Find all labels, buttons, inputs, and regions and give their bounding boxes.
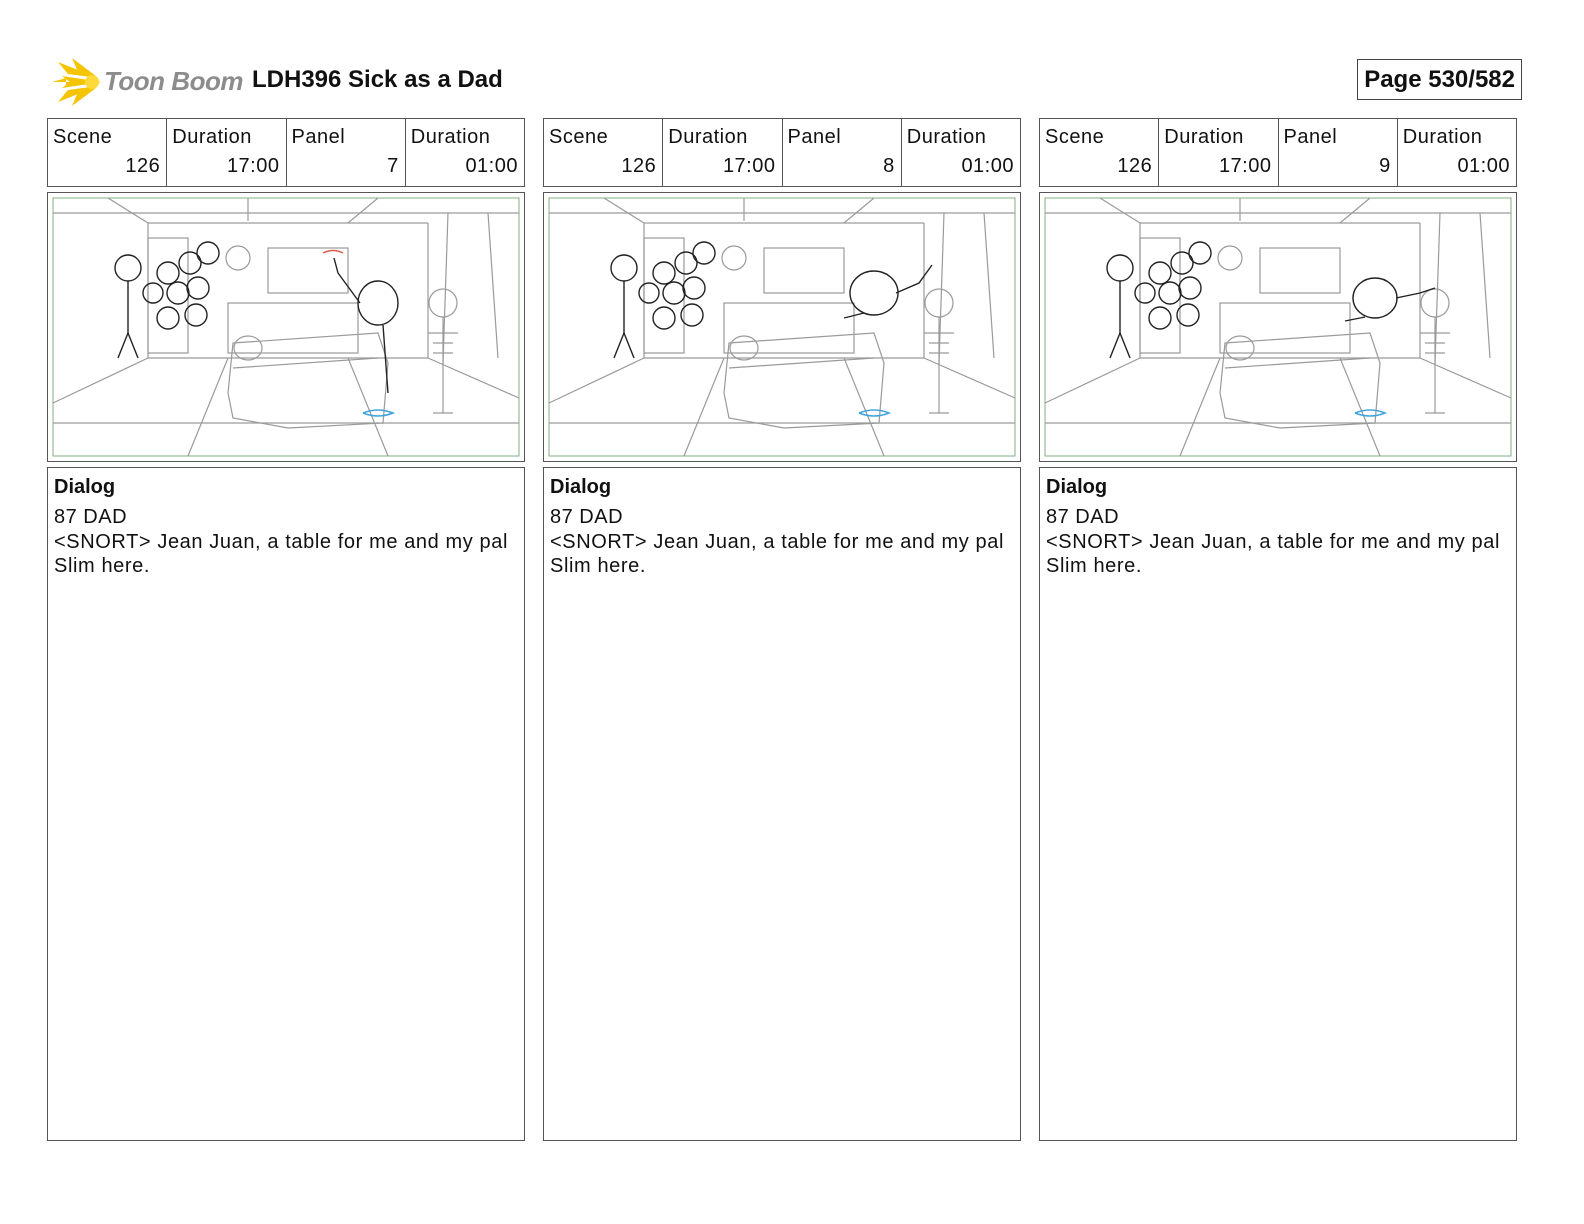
scene-label: Scene (1045, 126, 1105, 148)
logo-text: Toon Boom (104, 66, 243, 96)
scene-value: 126 (621, 155, 657, 177)
room-sketch (48, 193, 524, 461)
toon-boom-logo (52, 56, 242, 108)
panel-cell (783, 119, 902, 186)
dialog-box (543, 467, 1021, 1141)
dialog-line: <SNORT> Jean Juan, a table for me and my pal Slim here. (54, 531, 509, 577)
scene-duration-value: 17:00 (722, 155, 776, 177)
panel-duration-cell (406, 119, 524, 186)
panel-label: Panel (787, 126, 842, 148)
scene-duration-cell (167, 119, 286, 186)
scene-cell (1040, 119, 1159, 186)
scene-value: 126 (1117, 155, 1153, 177)
room-sketch (1040, 193, 1516, 461)
panel-info-table (543, 118, 1021, 187)
scene-duration-value: 17:00 (1218, 155, 1272, 177)
dialog-speaker: 87 DAD (550, 506, 624, 528)
page-header (52, 56, 1522, 108)
panel-value: 9 (1379, 155, 1391, 177)
dialog-box (47, 467, 525, 1141)
panel-info-table (1039, 118, 1517, 187)
panel-cell (287, 119, 406, 186)
panel-value: 8 (883, 155, 895, 177)
dialog-title: Dialog (550, 476, 612, 498)
dialog-box (1039, 467, 1517, 1141)
scene-cell (48, 119, 167, 186)
scene-duration-label: Duration (668, 126, 748, 148)
scene-label: Scene (53, 126, 113, 148)
page-number: Page 530/582 (1357, 59, 1522, 100)
storyboard-frame (47, 192, 525, 462)
panel-value: 7 (387, 155, 399, 177)
panel-duration-value: 01:00 (1457, 155, 1510, 177)
storyboard-frame (1039, 192, 1517, 462)
panel-duration-value: 01:00 (961, 155, 1014, 177)
scene-duration-label: Duration (172, 126, 252, 148)
scene-duration-cell (1159, 119, 1278, 186)
panel-label: Panel (291, 126, 346, 148)
starburst-icon (52, 56, 104, 108)
scene-label: Scene (549, 126, 609, 148)
dialog-speaker: 87 DAD (54, 506, 128, 528)
panel-duration-cell (902, 119, 1020, 186)
dialog-title: Dialog (54, 476, 116, 498)
dialog-line: <SNORT> Jean Juan, a table for me and my pal Slim here. (550, 531, 1005, 577)
document-title: LDH396 Sick as a Dad (252, 66, 503, 93)
panel-info-table (47, 118, 525, 187)
storyboard-frame (543, 192, 1021, 462)
panel-duration-label: Duration (906, 126, 987, 148)
panel-cell (1279, 119, 1398, 186)
panel-label: Panel (1283, 126, 1338, 148)
panel-duration-cell (1398, 119, 1516, 186)
panel-duration-value: 01:00 (465, 155, 518, 177)
dialog-speaker: 87 DAD (1046, 506, 1120, 528)
scene-duration-cell (663, 119, 782, 186)
scene-value: 126 (125, 155, 161, 177)
scene-duration-label: Duration (1164, 126, 1244, 148)
dialog-line: <SNORT> Jean Juan, a table for me and my pal Slim here. (1046, 531, 1501, 577)
dialog-title: Dialog (1046, 476, 1108, 498)
panel-duration-label: Duration (1402, 126, 1483, 148)
room-sketch (544, 193, 1020, 461)
scene-duration-value: 17:00 (226, 155, 280, 177)
scene-cell (544, 119, 663, 186)
panel-duration-label: Duration (410, 126, 491, 148)
